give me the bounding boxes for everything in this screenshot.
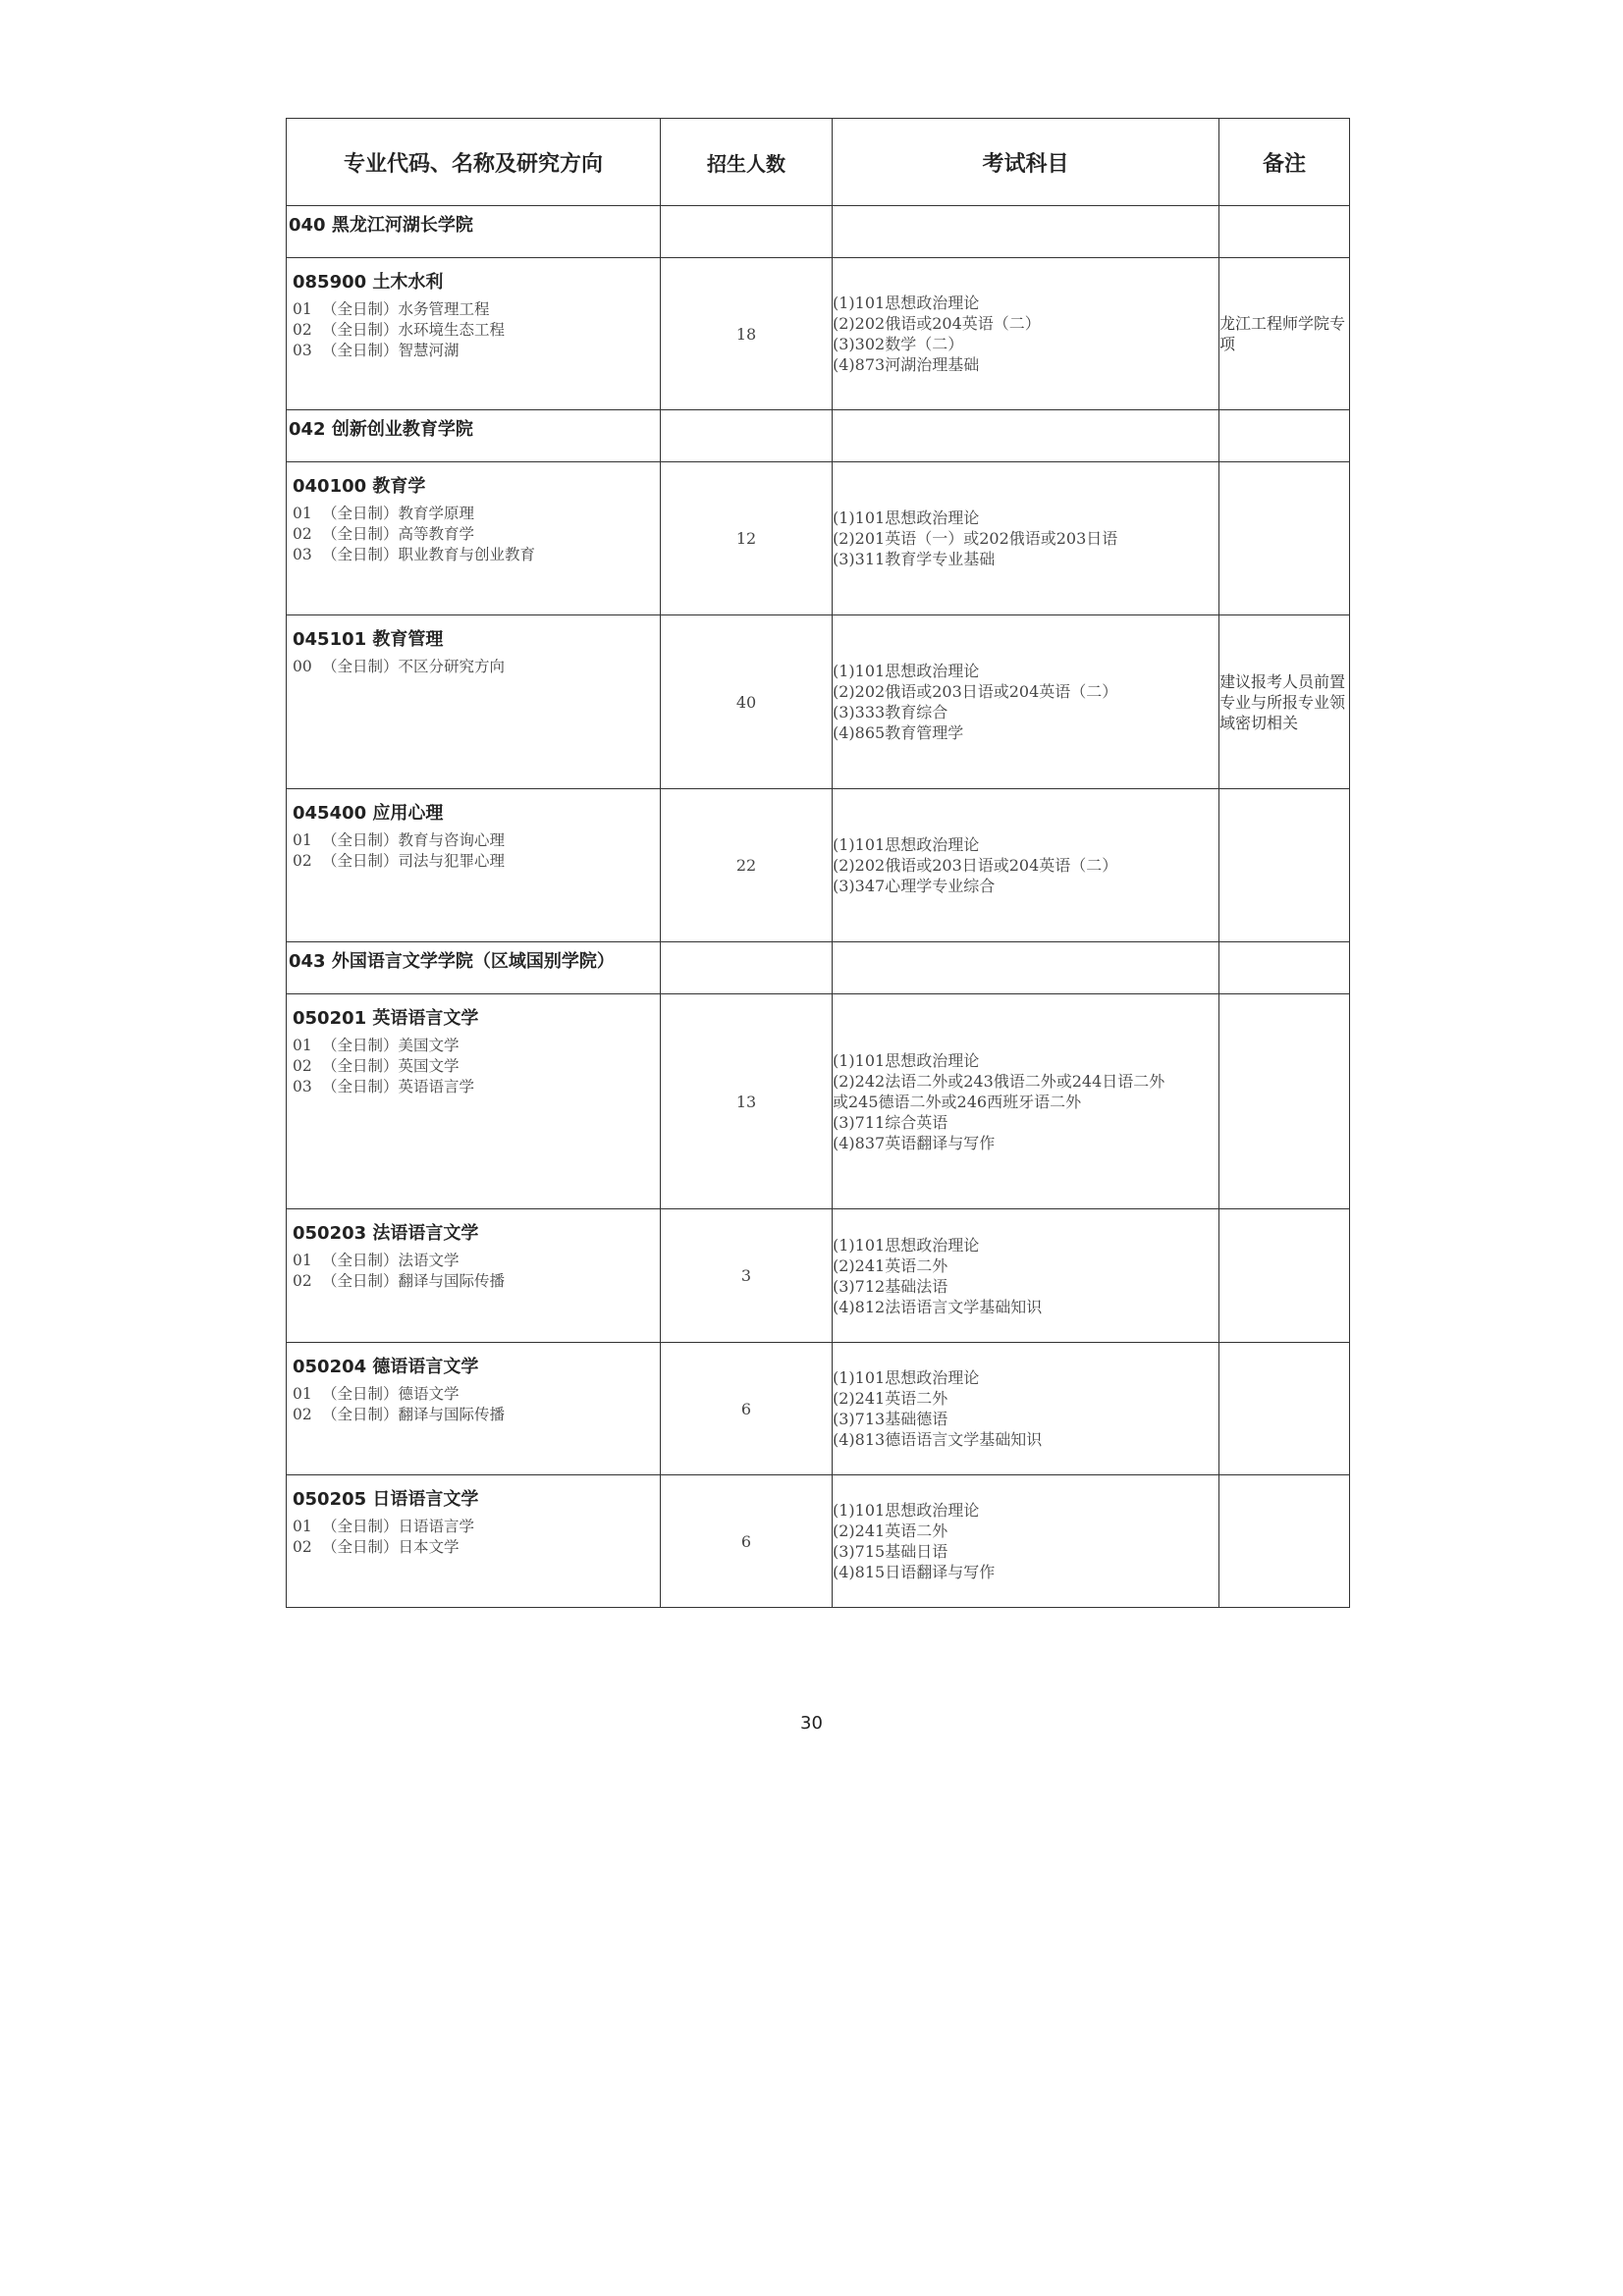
- empty-cell: [661, 206, 833, 258]
- exam-subject: (4)813德语语言文学基础知识: [833, 1430, 1043, 1449]
- direction-list: [287, 1517, 660, 1558]
- direction-code: 00: [293, 658, 312, 675]
- exams-cell: [833, 789, 1219, 942]
- direction-item: [293, 341, 660, 361]
- exams-cell: [833, 462, 1219, 615]
- direction-text: （全日制）日语语言学: [322, 1518, 475, 1535]
- direction-item: [293, 1405, 660, 1425]
- direction-item: [293, 1384, 660, 1405]
- program-title: 045400 应用心理: [293, 803, 444, 824]
- exam-subject: (1)101思想政治理论: [833, 1501, 980, 1520]
- exams-cell: [833, 994, 1219, 1209]
- exams-cell: [833, 1209, 1219, 1343]
- direction-code: 01: [293, 1518, 312, 1535]
- college-row: [287, 410, 1350, 462]
- direction-code: 03: [293, 342, 312, 359]
- empty-cell: [661, 410, 833, 462]
- direction-item: [293, 320, 660, 341]
- table-header-row: [287, 119, 1350, 206]
- college-name: 042 创新创业教育学院: [287, 410, 661, 462]
- exam-subject: (1)101思想政治理论: [833, 1368, 980, 1387]
- program-cell: [287, 1343, 661, 1475]
- program-row: [287, 1209, 1350, 1343]
- direction-text: （全日制）司法与犯罪心理: [322, 852, 506, 870]
- direction-text: （全日制）翻译与国际传播: [322, 1272, 506, 1290]
- notes-cell: 龙江工程师学院专项: [1219, 258, 1350, 410]
- empty-cell: [833, 942, 1219, 994]
- exam-subject: (1)101思想政治理论: [833, 1235, 980, 1255]
- program-row: [287, 1475, 1350, 1608]
- empty-cell: [1219, 942, 1350, 994]
- program-cell: [287, 994, 661, 1209]
- direction-code: 03: [293, 1078, 312, 1095]
- notes-cell: [1219, 994, 1350, 1209]
- exam-subject: (2)241英语二外: [833, 1522, 948, 1540]
- direction-item: [293, 299, 660, 320]
- program-row: [287, 994, 1350, 1209]
- direction-text: （全日制）英国文学: [322, 1057, 460, 1075]
- notes-cell: [1219, 1343, 1350, 1475]
- college-name: 040 黑龙江河湖长学院: [287, 206, 661, 258]
- direction-text: （全日制）教育与咨询心理: [322, 831, 506, 849]
- program-title: 050203 法语语言文学: [293, 1223, 479, 1244]
- program-title: 040100 教育学: [293, 476, 426, 497]
- notes-cell: [1219, 1475, 1350, 1608]
- exam-subject: (2)241英语二外: [833, 1255, 948, 1275]
- program-title: 050204 德语语言文学: [293, 1357, 479, 1377]
- program-row: [287, 615, 1350, 789]
- direction-code: 01: [293, 505, 312, 522]
- quota-cell: 40: [661, 615, 833, 789]
- direction-code: 01: [293, 1252, 312, 1269]
- exam-subject: (3)302数学（二）: [833, 335, 964, 353]
- direction-text: （全日制）德语文学: [322, 1385, 460, 1403]
- program-cell: [287, 789, 661, 942]
- direction-list: [287, 299, 660, 361]
- exam-subject: (1)101思想政治理论: [833, 1050, 980, 1070]
- direction-code: 02: [293, 852, 312, 870]
- exams-cell: [833, 1343, 1219, 1475]
- table-body: [287, 206, 1350, 1608]
- empty-cell: [1219, 206, 1350, 258]
- direction-item: [293, 1517, 660, 1537]
- program-row: [287, 789, 1350, 942]
- exam-subject: (2)202俄语或203日语或204英语（二）: [833, 682, 1118, 701]
- direction-item: [293, 1056, 660, 1077]
- exams-cell: [833, 258, 1219, 410]
- direction-item: [293, 1251, 660, 1271]
- exam-subject: (4)873河湖治理基础: [833, 355, 980, 374]
- direction-code: 03: [293, 546, 312, 563]
- quota-cell: 22: [661, 789, 833, 942]
- exam-subject: (3)311教育学专业基础: [833, 550, 996, 568]
- program-title: 045101 教育管理: [293, 629, 444, 650]
- exam-subject: 或245德语二外或246西班牙语二外: [833, 1092, 1082, 1111]
- direction-code: 02: [293, 1538, 312, 1556]
- direction-item: [293, 1537, 660, 1558]
- direction-code: 02: [293, 1406, 312, 1423]
- exams-cell: [833, 1475, 1219, 1608]
- direction-code: 02: [293, 1272, 312, 1290]
- program-row: [287, 258, 1350, 410]
- direction-text: （全日制）高等教育学: [322, 525, 475, 543]
- direction-item: [293, 1036, 660, 1056]
- exam-subject: (2)241英语二外: [833, 1389, 948, 1408]
- direction-item: [293, 657, 660, 677]
- direction-list: [287, 504, 660, 565]
- college-row: [287, 206, 1350, 258]
- exam-subject: (1)101思想政治理论: [833, 508, 980, 527]
- notes-cell: [1219, 462, 1350, 615]
- program-cell: [287, 258, 661, 410]
- empty-cell: [833, 206, 1219, 258]
- college-row: [287, 942, 1350, 994]
- direction-text: （全日制）职业教育与创业教育: [322, 546, 536, 563]
- program-title: 050205 日语语言文学: [293, 1489, 479, 1510]
- direction-text: （全日制）翻译与国际传播: [322, 1406, 506, 1423]
- empty-cell: [1219, 410, 1350, 462]
- program-title: 050201 英语语言文学: [293, 1008, 479, 1029]
- empty-cell: [661, 942, 833, 994]
- program-cell: [287, 615, 661, 789]
- exam-subject: (2)202俄语或204英语（二）: [833, 314, 1041, 333]
- exam-subject: (2)242法语二外或243俄语二外或244日语二外: [833, 1071, 1165, 1091]
- header-program: 专业代码、名称及研究方向: [287, 119, 661, 206]
- direction-text: （全日制）智慧河湖: [322, 342, 460, 359]
- direction-list: [287, 1251, 660, 1292]
- direction-text: （全日制）法语文学: [322, 1252, 460, 1269]
- exam-subject: (4)865教育管理学: [833, 723, 964, 742]
- exam-subject: (4)837英语翻译与写作: [833, 1133, 996, 1152]
- direction-code: 01: [293, 300, 312, 318]
- direction-code: 01: [293, 831, 312, 849]
- direction-list: [287, 830, 660, 872]
- exam-subject: (3)715基础日语: [833, 1542, 948, 1561]
- direction-code: 01: [293, 1037, 312, 1054]
- direction-text: （全日制）美国文学: [322, 1037, 460, 1054]
- direction-text: （全日制）教育学原理: [322, 505, 475, 522]
- direction-item: [293, 545, 660, 565]
- program-cell: [287, 1475, 661, 1608]
- program-cell: [287, 462, 661, 615]
- direction-item: [293, 504, 660, 524]
- exam-subject: (1)101思想政治理论: [833, 294, 980, 312]
- page-number: 30: [800, 1713, 823, 1734]
- exam-subject: (3)333教育综合: [833, 703, 948, 721]
- direction-text: （全日制）不区分研究方向: [322, 658, 506, 675]
- program-row: [287, 462, 1350, 615]
- program-row: [287, 1343, 1350, 1475]
- direction-code: 02: [293, 1057, 312, 1075]
- exam-subject: (3)713基础德语: [833, 1410, 948, 1428]
- direction-text: （全日制）英语语言学: [322, 1078, 475, 1095]
- exam-subject: (4)812法语语言文学基础知识: [833, 1297, 1043, 1316]
- exam-subject: (1)101思想政治理论: [833, 835, 980, 854]
- exam-subject: (1)101思想政治理论: [833, 662, 980, 680]
- direction-list: [287, 657, 660, 677]
- direction-code: 01: [293, 1385, 312, 1403]
- admissions-table: [286, 118, 1350, 1608]
- direction-item: [293, 1271, 660, 1292]
- direction-list: [287, 1384, 660, 1425]
- empty-cell: [833, 410, 1219, 462]
- college-name: 043 外国语言文学学院（区域国别学院）: [287, 942, 661, 994]
- direction-code: 02: [293, 525, 312, 543]
- exam-subject: (2)202俄语或203日语或204英语（二）: [833, 856, 1118, 875]
- exam-subject: (3)712基础法语: [833, 1276, 948, 1296]
- program-title: 085900 土木水利: [293, 272, 444, 293]
- header-notes: 备注: [1219, 119, 1350, 206]
- exam-subject: (4)815日语翻译与写作: [833, 1563, 996, 1581]
- quota-cell: 6: [661, 1343, 833, 1475]
- header-exams: 考试科目: [833, 119, 1219, 206]
- notes-cell: [1219, 789, 1350, 942]
- header-quota: 招生人数: [661, 119, 833, 206]
- direction-list: [287, 1036, 660, 1097]
- quota-cell: 6: [661, 1475, 833, 1608]
- exam-subject: (3)711综合英语: [833, 1112, 948, 1132]
- direction-text: （全日制）水务管理工程: [322, 300, 490, 318]
- notes-cell: [1219, 1209, 1350, 1343]
- direction-code: 02: [293, 321, 312, 339]
- notes-cell: 建议报考人员前置专业与所报专业领域密切相关: [1219, 615, 1350, 789]
- direction-text: （全日制）水环境生态工程: [322, 321, 506, 339]
- direction-item: [293, 851, 660, 872]
- direction-item: [293, 524, 660, 545]
- exams-cell: [833, 615, 1219, 789]
- direction-item: [293, 830, 660, 851]
- quota-cell: 3: [661, 1209, 833, 1343]
- direction-text: （全日制）日本文学: [322, 1538, 460, 1556]
- quota-cell: 18: [661, 258, 833, 410]
- quota-cell: 13: [661, 994, 833, 1209]
- program-cell: [287, 1209, 661, 1343]
- exam-subject: (3)347心理学专业综合: [833, 877, 996, 895]
- exam-subject: (2)201英语（一）或202俄语或203日语: [833, 529, 1118, 548]
- direction-item: [293, 1077, 660, 1097]
- quota-cell: 12: [661, 462, 833, 615]
